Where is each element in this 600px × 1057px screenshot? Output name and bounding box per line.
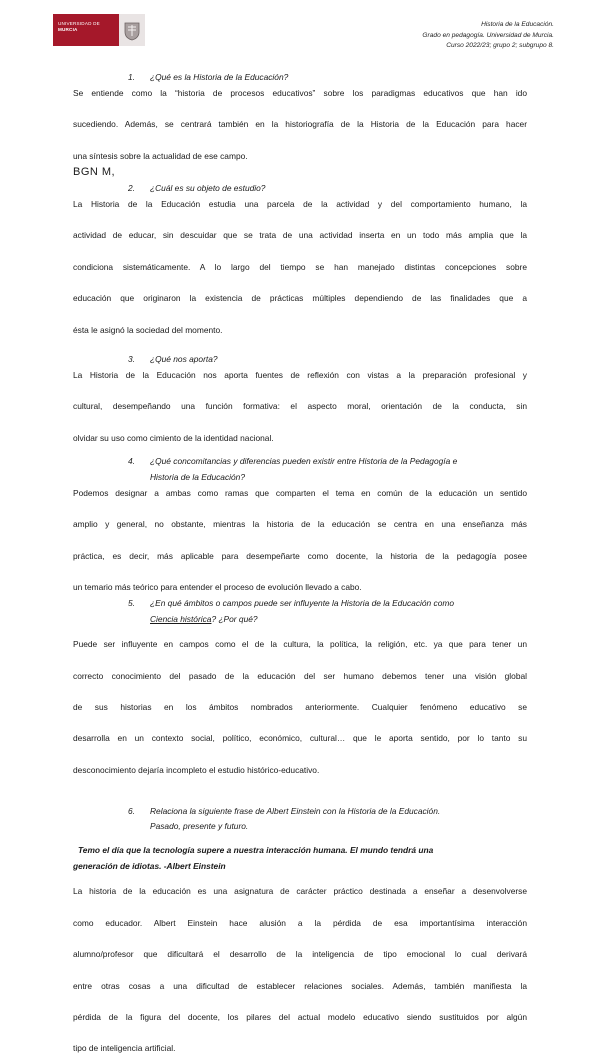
question-title-line-1: Relaciona la siguiente frase de Albert Einstein con la Historia de la Educación. xyxy=(150,805,441,816)
question-2 xyxy=(128,181,527,197)
document-header xyxy=(422,20,554,52)
answer-line: desarrolla en un contexto social, político, económico, cultural… que le aporta sentido, por lo tanto su xyxy=(73,733,527,744)
answer-line: condiciona sistemáticamente. A lo largo del tiempo se han manejado distintas concepciones sobre xyxy=(73,261,527,272)
question-5 xyxy=(128,596,527,627)
quote-line: generación de idiotas. -Albert Einstein xyxy=(73,860,226,871)
question-title-line-1: ¿Qué concomitancias y diferencias pueden existir entre Historia de la Pedagogía e xyxy=(150,456,458,467)
question-title-line-1: ¿En qué ámbitos o campos puede ser influyente la Historia de la Educación como xyxy=(150,597,454,608)
logo-line-1: UNIVERSIDAD DE xyxy=(58,21,100,26)
answer-line: olvidar su uso como cimiento de la identidad nacional. xyxy=(73,432,274,443)
question-title: ¿Qué es la Historia de la Educación? xyxy=(150,72,289,82)
answer-line: educación que originaron la existencia de prácticas múltiples dependiendo de las finalidades que a xyxy=(73,293,527,304)
question-3 xyxy=(128,352,527,368)
handwritten-note: BGN M, xyxy=(73,166,116,179)
answer-3 xyxy=(73,368,527,447)
answer-line: alumno/profesor que dificultará el desarrollo de la inteligencia de tipo emocional lo cual derivará xyxy=(73,949,527,960)
document-body xyxy=(73,70,527,1057)
underlined-term: Ciencia histórica xyxy=(150,613,212,624)
question-title-line-2: ? ¿Por qué? xyxy=(211,613,258,624)
answer-line: desconocimiento dejaría incompleto el estudio histórico-educativo. xyxy=(73,764,320,775)
question-title-line-2: Pasado, presente y futuro. xyxy=(150,821,249,832)
answer-line: amplio y general, no obstante, mientras la historia de la educación se centra en una enseñanza más xyxy=(73,519,527,530)
answer-line: sucediendo. Además, se centrará también en la historiografía de la Historia de la Educación para hacer xyxy=(73,119,527,130)
logo-line-2: MURCIA xyxy=(58,26,78,32)
question-title: ¿Qué nos aporta? xyxy=(150,354,218,365)
header-group: Curso 2022/23; grupo 2; subgrupo 8. xyxy=(446,42,554,49)
answer-line: entre otras cosas a una dificultad de establecer relaciones sociales. Además, también manifiesta la xyxy=(73,980,527,991)
answer-line: actividad de educar, sin descuidar que se trata de una actividad inserta en un todo más amplia que la xyxy=(73,230,527,241)
answer-line: La Historia de la Educación estudia una parcela de la actividad y del comportamiento humano, la xyxy=(73,198,527,209)
answer-line: un temario más teórico para entender el proceso de evolución llevado a cabo. xyxy=(73,582,362,593)
question-number: 4. xyxy=(128,456,135,467)
question-number: 6. xyxy=(128,805,135,816)
answer-line: práctica, es decir, más aplicable para desempeñarte como docente, la historia de la pedagogía posee xyxy=(73,550,527,561)
answer-line: una síntesis sobre la actualidad de ese campo. xyxy=(73,150,248,161)
answer-4 xyxy=(73,486,527,596)
answer-line: tipo de inteligencia artificial. xyxy=(73,1043,176,1054)
answer-6 xyxy=(73,884,527,1057)
question-title: ¿Cuál es su objeto de estudio? xyxy=(150,183,266,194)
answer-line: Puede ser influyente en campos como el de la cultura, la política, la religión, etc. ya que para tener un xyxy=(73,639,527,650)
header-degree: Grado en pedagogía. Universidad de Murcia. xyxy=(422,31,554,39)
question-number: 5. xyxy=(128,597,135,608)
question-number: 2. xyxy=(128,183,135,194)
question-number: 3. xyxy=(128,354,135,365)
quote-line: Temo el día que la tecnología supere a nuestra interacción humana. El mundo tendrá una xyxy=(78,844,434,855)
answer-1 xyxy=(73,86,527,165)
header-course: Historia de la Educación. xyxy=(481,21,554,28)
answer-2 xyxy=(73,197,527,338)
question-number: 1. xyxy=(128,72,135,82)
question-4 xyxy=(128,454,527,485)
question-1 xyxy=(128,70,527,86)
answer-line: pérdida de la figura del docente, los pilares del actual modelo educativo siendo sustituidos por algún xyxy=(73,1011,527,1022)
logo-wordmark xyxy=(53,14,119,46)
answer-5 xyxy=(73,637,527,778)
answer-line: como educador. Albert Einstein hace alusión a la pérdida de esa importantísima interacción xyxy=(73,917,527,928)
answer-line: Se entiende como la “historia de procesos educativos” sobre los paradigmas educativos que han ido xyxy=(73,87,527,98)
question-title-line-2: Historia de la Educación? xyxy=(150,472,245,483)
answer-line: Podemos designar a ambas como ramas que comparten el tema en común de la educación un sentido xyxy=(73,487,527,498)
answer-line: ésta le asignó la sociedad del momento. xyxy=(73,324,223,335)
university-logo xyxy=(53,14,145,46)
answer-line: de sus historias en los ámbitos nombrados anteriormente. Cualquier fenómeno educativo se xyxy=(73,702,527,713)
answer-line: correcto conocimiento del pasado de la educación del ser humano debemos tener una visión global xyxy=(73,670,527,681)
answer-line: La Historia de la Educación nos aporta fuentes de reflexión con vistas a la preparación profesional y xyxy=(73,369,527,380)
answer-line: cultural, desempeñando una función formativa: el aspecto moral, orientación de la conducta, sin xyxy=(73,401,527,412)
seal-icon xyxy=(119,14,145,46)
answer-line: La historia de la educación es una asignatura de carácter práctico destinada a enseñar a desenvolverse xyxy=(73,886,527,897)
question-6 xyxy=(128,804,527,835)
